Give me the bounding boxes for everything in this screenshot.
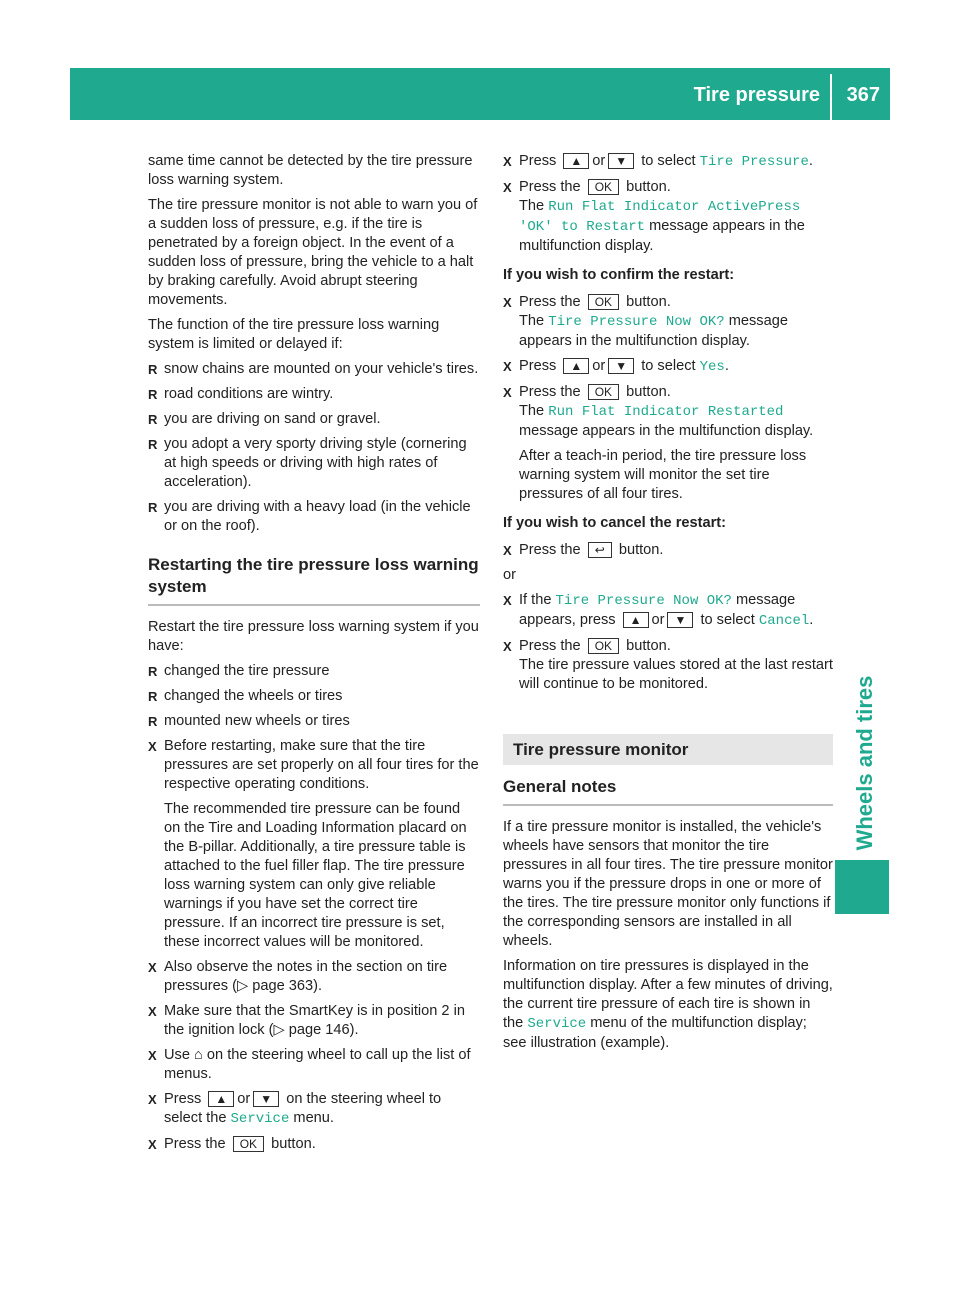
chapter-title: Tire pressure bbox=[693, 84, 820, 106]
step bbox=[148, 1090, 480, 1129]
ok-key-icon: OK bbox=[588, 294, 619, 310]
list-item: R you are driving on sand or gravel. bbox=[148, 410, 480, 429]
header-divider bbox=[830, 74, 832, 120]
text: message appears in the multifunction display. bbox=[519, 218, 805, 254]
text: to select bbox=[641, 153, 696, 169]
up-key-icon: ▲ bbox=[563, 358, 589, 374]
list-item: R snow chains are mounted on your vehicle's tires. bbox=[148, 360, 480, 379]
text: Press the bbox=[164, 1136, 226, 1152]
text: The tire pressure values stored at the last restart will continue to be monitored. bbox=[519, 657, 833, 692]
text: Press the bbox=[519, 179, 581, 195]
side-tab bbox=[835, 640, 889, 910]
ok-key-icon: OK bbox=[588, 384, 619, 400]
step bbox=[503, 293, 833, 351]
step bbox=[503, 383, 833, 441]
down-key-icon: ▼ bbox=[608, 358, 634, 374]
section-title: Tire pressure monitor bbox=[503, 734, 833, 765]
text: message appears in the multifunction display. bbox=[519, 423, 814, 439]
step: X Press ▲ or ▼ to select Yes. bbox=[503, 357, 833, 377]
section-heading: Restarting the tire pressure loss warning system bbox=[148, 554, 480, 606]
text: or bbox=[592, 358, 606, 374]
text: If the bbox=[519, 592, 552, 608]
text: message appears, press bbox=[519, 592, 796, 628]
text: message appears in the multifunction display. bbox=[519, 313, 788, 349]
up-key-icon: ▲ bbox=[563, 153, 589, 169]
display-message: Tire Pressure Now OK? bbox=[548, 314, 725, 330]
page-number: 367 bbox=[846, 84, 880, 106]
text: menu. bbox=[293, 1110, 334, 1126]
paragraph bbox=[503, 957, 833, 1053]
text: menu of the multifunction display; see illustration (example). bbox=[503, 1015, 807, 1051]
subsection-heading: General notes bbox=[503, 777, 833, 806]
side-tab-block bbox=[835, 860, 889, 914]
step bbox=[503, 637, 833, 694]
text: or bbox=[651, 612, 665, 628]
text: Information on tire pressures is displayed in the multifunction display. After a few minutes of driving, the current tire pressure of each tire is shown in the bbox=[503, 958, 833, 1031]
text: The bbox=[519, 403, 545, 419]
text: button. bbox=[626, 179, 671, 195]
text: button. bbox=[271, 1136, 316, 1152]
or-text: or bbox=[503, 567, 516, 583]
list-item: R changed the wheels or tires bbox=[148, 687, 480, 706]
text: Press bbox=[519, 153, 557, 169]
step: X Press ▲ or ▼ to select Tire Pressure. bbox=[503, 152, 833, 172]
text: or bbox=[592, 153, 606, 169]
step: X Before restarting, make sure that the tire pressures are set properly on all four tires for the respective operating conditions. bbox=[148, 737, 480, 794]
text: Use bbox=[164, 1047, 190, 1063]
display-message: Run Flat Indicator Restarted bbox=[548, 404, 784, 420]
subheading: If you wish to cancel the restart: bbox=[503, 515, 727, 531]
text: Press the bbox=[519, 638, 581, 654]
text: The bbox=[519, 198, 545, 214]
ok-key-icon: OK bbox=[588, 638, 619, 654]
menu-name: Tire Pressure bbox=[699, 154, 809, 170]
menu-name: Service bbox=[230, 1111, 290, 1127]
back-key-icon: ↩ bbox=[588, 542, 612, 558]
text: The bbox=[519, 313, 545, 329]
paragraph: Restart the tire pressure loss warning system if you have: bbox=[148, 619, 479, 654]
list-item: R you adopt a very sporty driving style (cornering at high speeds or driving with high rates of acceleration). bbox=[148, 435, 480, 492]
step bbox=[503, 178, 833, 256]
step: X If the Tire Pressure Now OK? message appears, press ▲ or ▼ to select Cancel. bbox=[503, 591, 833, 631]
left-column bbox=[148, 152, 480, 1160]
subheading: If you wish to confirm the restart: bbox=[503, 267, 735, 283]
paragraph: The tire pressure monitor is not able to warn you of a sudden loss of pressure, e.g. if the tire is penetrated by a foreign object. In the event of a sudden loss of pressure, bring the vehicle to a halt by braking carefully. Avoid abrupt steering movements. bbox=[148, 197, 478, 308]
display-message: Run Flat Indicator ActivePress 'OK' to Restart bbox=[519, 199, 801, 235]
step bbox=[148, 1046, 480, 1084]
text: on the steering wheel to call up the list of menus. bbox=[164, 1047, 471, 1082]
text: to select bbox=[700, 612, 755, 628]
step: X Make sure that the SmartKey is in position 2 in the ignition lock (▷ page 146). bbox=[148, 1002, 480, 1040]
text: Press the bbox=[519, 384, 581, 400]
text: button. bbox=[618, 542, 664, 558]
list-item: R mounted new wheels or tires bbox=[148, 712, 480, 731]
paragraph: If a tire pressure monitor is installed, the vehicle's wheels have sensors that monitor the tire pressures in all four tires. The tire pressure monitor warns you if the pressure drops in one or more of the tires. The tire pressure monitor only functions if the corresponding sensors are installed in all wheels. bbox=[503, 819, 833, 949]
menu-name: Service bbox=[527, 1016, 587, 1032]
list-item: R changed the tire pressure bbox=[148, 662, 480, 681]
display-option: Cancel bbox=[758, 613, 810, 629]
list-item: R road conditions are wintry. bbox=[148, 385, 480, 404]
right-column bbox=[503, 152, 833, 1059]
text: Press the bbox=[519, 294, 581, 310]
text: to select bbox=[641, 358, 696, 374]
up-key-icon: ▲ bbox=[623, 612, 649, 628]
ok-key-icon: OK bbox=[233, 1136, 264, 1152]
step bbox=[148, 1135, 480, 1154]
side-tab-label: Wheels and tires bbox=[852, 675, 877, 851]
step-note: After a teach-in period, the tire pressure loss warning system will monitor the set tire pressures of all four tires. bbox=[519, 448, 807, 502]
step: X Also observe the notes in the section on tire pressures (▷ page 363). bbox=[148, 958, 480, 996]
text: or bbox=[237, 1091, 251, 1107]
text: button. bbox=[626, 294, 671, 310]
display-message: Tire Pressure Now OK? bbox=[555, 593, 732, 609]
text: Press bbox=[164, 1091, 202, 1107]
down-key-icon: ▼ bbox=[608, 153, 634, 169]
page-header bbox=[70, 68, 890, 120]
text: Press the bbox=[519, 542, 581, 558]
paragraph: same time cannot be detected by the tire pressure loss warning system. bbox=[148, 153, 473, 188]
display-option: Yes bbox=[699, 359, 725, 375]
up-key-icon: ▲ bbox=[208, 1091, 234, 1107]
home-icon: ⌂ bbox=[194, 1047, 203, 1063]
step bbox=[503, 541, 833, 560]
text: Press bbox=[519, 358, 557, 374]
step-note: The recommended tire pressure can be found on the Tire and Loading Information placard on the B-pillar. Additionally, a tire pressure table is attached to the fuel filler flap. The tire pressure loss warning system can only give reliable warnings if you have set the correct tire pressure. If an incorrect tire pressure is set, these incorrect values will be monitored. bbox=[164, 801, 467, 950]
paragraph: The function of the tire pressure loss warning system is limited or delayed if: bbox=[148, 317, 440, 352]
down-key-icon: ▼ bbox=[667, 612, 693, 628]
text: button. bbox=[626, 638, 671, 654]
list-item: R you are driving with a heavy load (in the vehicle or on the roof). bbox=[148, 498, 480, 536]
text: button. bbox=[626, 384, 671, 400]
ok-key-icon: OK bbox=[588, 179, 619, 195]
down-key-icon: ▼ bbox=[253, 1091, 279, 1107]
text: on the steering wheel to select the bbox=[164, 1091, 442, 1126]
